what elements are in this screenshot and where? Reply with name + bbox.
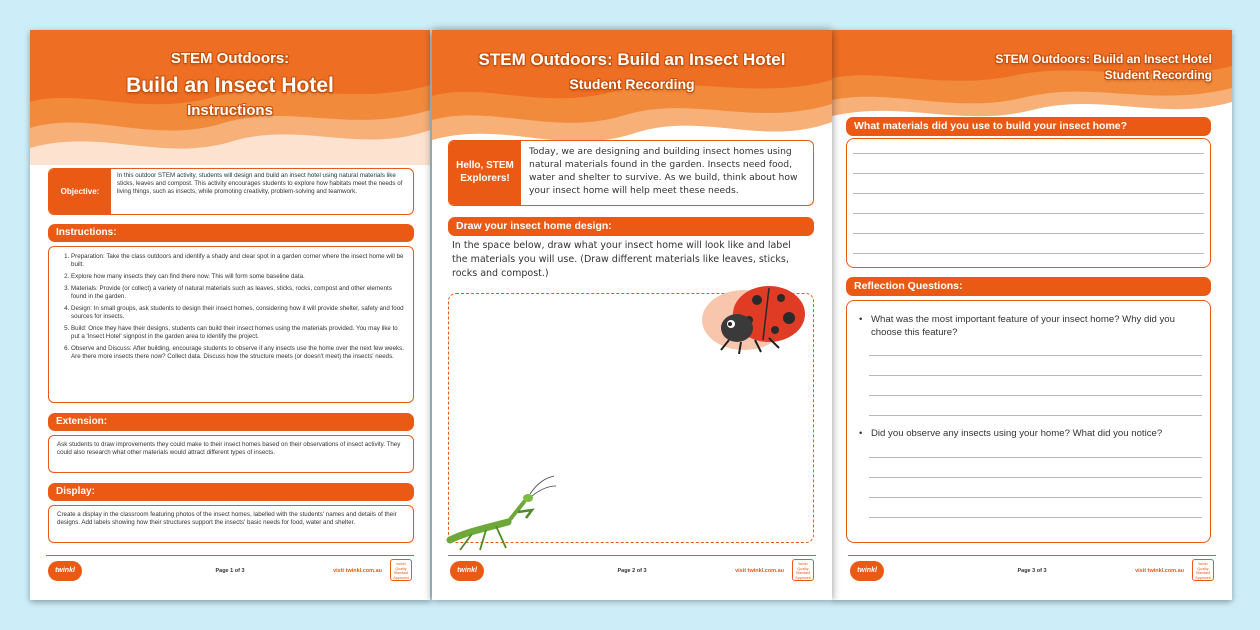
mantis-illustration <box>446 470 556 555</box>
instructions-list <box>49 247 413 361</box>
instructions-heading: Instructions: <box>48 224 414 242</box>
materials-heading: What materials did you use to build your insect home? <box>846 117 1211 136</box>
bullet-icon: • <box>859 314 863 325</box>
twinkl-logo: twinkl <box>48 561 82 581</box>
display-text: Create a display in the classroom featuring photos of the insect homes, labelled with the students' names and details of their designs. Add labels showing how their structures support the insects' basic needs for food, water and shelter. <box>57 511 397 527</box>
extension-box <box>48 435 414 473</box>
list-item: 3. Materials: Provide (or collect) a variety of natural materials such as leaves, sticks, rocks, compost and other elements found in the garden. <box>71 285 405 301</box>
ladybird-illustration <box>699 278 829 358</box>
extension-text: Ask students to draw improvements they could make to their insect homes based on their observations of insect activity. They could also research what other materials would attract different types of insects. <box>57 441 401 457</box>
twinkl-logo: twinkl <box>850 561 884 581</box>
hello-label: Hello, STEM Explorers! <box>449 141 521 205</box>
page-3-student-recording <box>832 30 1232 600</box>
reflection-heading: Reflection Questions: <box>846 277 1211 296</box>
visit-link[interactable]: visit twinkl.com.au <box>333 568 382 574</box>
page-subtitle: Student Recording <box>569 76 695 92</box>
reflection-box <box>846 300 1211 543</box>
objective-box <box>48 168 414 215</box>
page-title-line-1: STEM Outdoors: Build an Insect Hotel <box>995 52 1212 66</box>
page-subtitle: Instructions <box>187 102 273 119</box>
footer-divider <box>848 555 1216 556</box>
footer-divider <box>46 555 414 556</box>
page-1-instructions <box>30 30 430 600</box>
question-1: What was the most important feature of your insect home? Why did you choose this feature? <box>871 314 1175 338</box>
objective-text: In this outdoor STEM activity, students will design and build an insect hotel using natural materials like sticks, leaves and compost. This activity encourages students to explore how habitats meet the needs of living things, such as insects, while promoting creativity, problem-solving and teamwork. <box>117 172 403 196</box>
visit-link[interactable]: visit twinkl.com.au <box>735 568 784 574</box>
draw-instructions: In the space below, draw what your insect home will look like and label the materials you will use. (Draw different materials like leaves, sticks, rocks and compost.) <box>452 240 791 279</box>
bullet-icon: • <box>859 428 863 439</box>
materials-answer-box[interactable] <box>846 138 1211 268</box>
list-item: 2. Explore how many insects they can find there now. This will form some baseline data. <box>71 273 405 281</box>
instructions-box <box>48 246 414 403</box>
page-title-line-2: Build an Insect Hotel <box>126 74 334 97</box>
list-item: 6. Observe and Discuss: After building, encourage students to observe if any insects use the home over the next few weeks. Are there more insects there now? Collect data. Discuss how the structure meets (or doesn't meet) the insects' needs. <box>71 345 405 361</box>
extension-heading: Extension: <box>48 413 414 431</box>
draw-heading: Draw your insect home design: <box>448 217 814 236</box>
visit-link[interactable]: visit twinkl.com.au <box>1135 568 1184 574</box>
intro-box <box>448 140 814 206</box>
page-number: Page 1 of 3 <box>215 568 245 574</box>
page-subtitle: Student Recording <box>1104 68 1212 82</box>
quality-badge: twinkl Quality Standard Approved <box>792 559 814 581</box>
list-item: 5. Build: Once they have their designs, students can build their insect homes using the materials provided. You may like to put a 'Insect Hotel' signpost in the garden area to identify the project. <box>71 325 405 341</box>
page-number: Page 2 of 3 <box>617 568 647 574</box>
footer-divider <box>448 555 816 556</box>
page-number: Page 3 of 3 <box>1017 568 1047 574</box>
question-2: Did you observe any insects using your home? What did you notice? <box>871 428 1163 439</box>
quality-badge: twinkl Quality Standard Approved <box>1192 559 1214 581</box>
list-item: 4. Design: In small groups, ask students to design their insect homes, considering how it will provide shelter, safety and food sources for insects. <box>71 305 405 321</box>
twinkl-logo: twinkl <box>450 561 484 581</box>
page-2-student-recording <box>432 30 832 600</box>
list-item: 1. Preparation: Take the class outdoors and identify a shady and clear spot in a garden corner where the insect home will be built. <box>71 253 405 269</box>
objective-label: Objective: <box>49 169 111 214</box>
page-title-line-1: STEM Outdoors: <box>170 50 290 67</box>
page-title-line-1: STEM Outdoors: Build an Insect Hotel <box>478 50 786 69</box>
quality-badge: twinkl Quality Standard Approved <box>390 559 412 581</box>
display-box <box>48 505 414 543</box>
display-heading: Display: <box>48 483 414 501</box>
intro-text: Today, we are designing and building insect homes using natural materials found in the garden. Insects need food, water and shelter to survive. As we build, think about how your insect home will help meet these needs. <box>529 146 798 196</box>
